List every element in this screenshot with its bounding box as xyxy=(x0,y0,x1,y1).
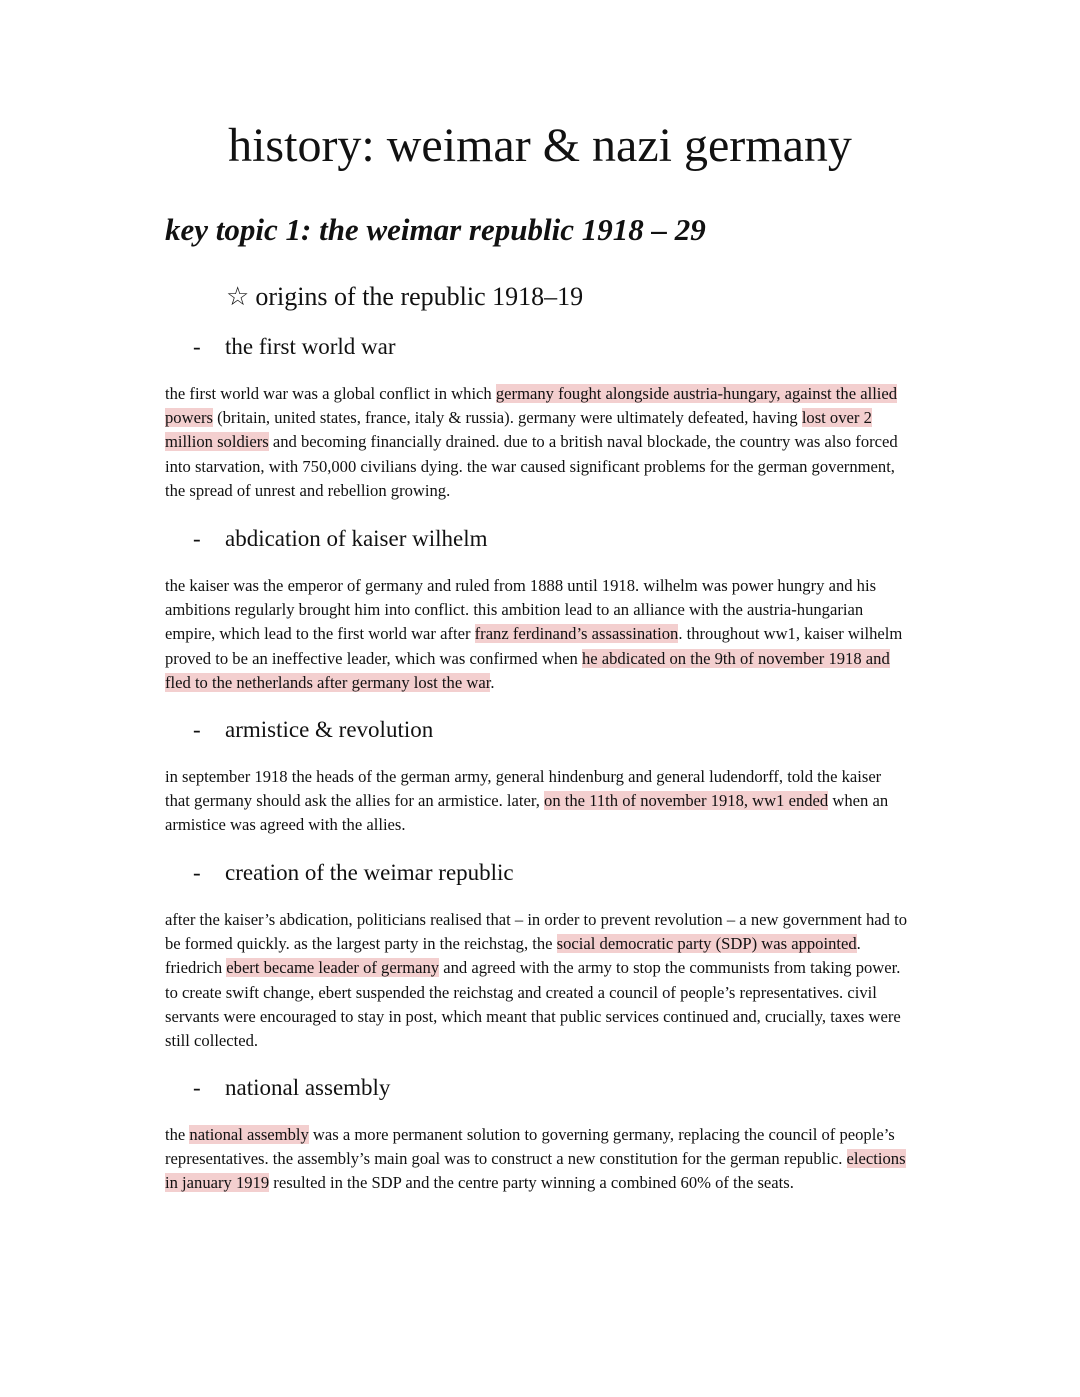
text-run: after the kaiser’s abdication, politicians realised that – in order to prevent revolution – a new government had to be formed quickly. as the largest party in the reichstag, the xyxy=(165,910,908,954)
paragraph-armistice xyxy=(165,765,910,838)
page-title: history: weimar & nazi germany xyxy=(228,119,852,172)
section-heading-armistice xyxy=(193,715,433,745)
text-run: the xyxy=(165,1125,190,1144)
bullet-dash: - xyxy=(193,717,201,742)
highlighted-text: ebert became leader of germany xyxy=(226,958,440,978)
bullet-dash: - xyxy=(193,1075,201,1100)
subtopic-label: origins of the republic 1918–19 xyxy=(255,282,584,311)
highlighted-text: national assembly xyxy=(189,1125,309,1144)
bullet-dash: - xyxy=(193,334,201,359)
text-run: was a more permanent solution to governing germany, replacing the council of people’s representatives. the assembly’s main goal was to construct a new constitution for the german republic. xyxy=(165,1125,895,1169)
text-run: . friedrich xyxy=(165,934,861,978)
text-run: (britain, united states, france, italy & russia). germany were ultimately defeated, having xyxy=(212,408,802,428)
section-heading-first-world-war xyxy=(193,332,396,362)
text-run: in september 1918 the heads of the german army, general hindenburg and general ludendorff, told the kaiser that germany should ask the allies for an armistice. later, xyxy=(165,767,882,811)
subtopic-heading xyxy=(226,280,583,314)
highlighted-text: franz ferdinand’s assassination xyxy=(474,624,679,644)
text-run: the first world war was a global conflict in which xyxy=(165,384,496,403)
section-heading-national-assembly xyxy=(193,1073,390,1103)
text-run: resulted in the SDP and the centre party winning a combined 60% of the seats. xyxy=(269,1173,794,1193)
section-heading-abdication xyxy=(193,524,488,554)
highlighted-text: germany fought alongside austria-hungary, against the allied powers xyxy=(165,384,898,428)
text-run: and becoming financially drained. due to a british naval blockade, the country was also forced into starvation, with 750,000 civilians dying. the war caused significant problems for the german government, the spread of unrest and rebellion growing. xyxy=(165,432,898,500)
bullet-dash: - xyxy=(193,860,201,885)
paragraph-first-world-war xyxy=(165,382,910,503)
section-heading-label: national assembly xyxy=(225,1075,391,1100)
text-run: . xyxy=(490,672,495,692)
highlighted-text: he abdicated on the 9th of november 1918 and fled to the netherlands after germany lost the war xyxy=(165,648,890,692)
text-run: the kaiser was the emperor of germany and ruled from 1888 until 1918. wilhelm was power hungry and his ambitions regularly brought him into conflict. this ambition lead to an alliance with the austria-hungarian empire, which lead to the first world war after xyxy=(165,576,877,644)
highlighted-text: social democratic party (SDP) was appointed xyxy=(556,934,857,954)
star-icon: ☆ xyxy=(226,282,250,311)
section-heading-label: creation of the weimar republic xyxy=(225,860,514,885)
text-run: . throughout ww1, kaiser wilhelm proved to be an ineffective leader, which was confirmed when xyxy=(165,624,903,668)
section-heading-label: the first world war xyxy=(225,334,396,359)
bullet-dash: - xyxy=(193,526,201,551)
highlighted-text: elections in january 1919 xyxy=(165,1149,906,1193)
highlighted-text: on the 11th of november 1918, ww1 ended xyxy=(544,791,829,811)
text-run: and agreed with the army to stop the communists from taking power. to create swift change, ebert suspended the reichstag and created a council of people’s representatives. civil servants were encouraged to stay in post, which meant that public services continued and, crucially, taxes were still collected. xyxy=(165,958,901,1051)
key-topic-heading: key topic 1: the weimar republic 1918 – 29 xyxy=(165,212,706,247)
section-heading-label: abdication of kaiser wilhelm xyxy=(225,526,488,551)
paragraph-creation xyxy=(165,908,910,1053)
paragraph-national-assembly xyxy=(165,1123,910,1196)
section-heading-creation xyxy=(193,858,514,888)
section-heading-label: armistice & revolution xyxy=(225,717,434,742)
paragraph-abdication xyxy=(165,574,910,695)
highlighted-text: lost over 2 million soldiers xyxy=(165,408,872,452)
text-run: when an armistice was agreed with the allies. xyxy=(165,791,889,835)
